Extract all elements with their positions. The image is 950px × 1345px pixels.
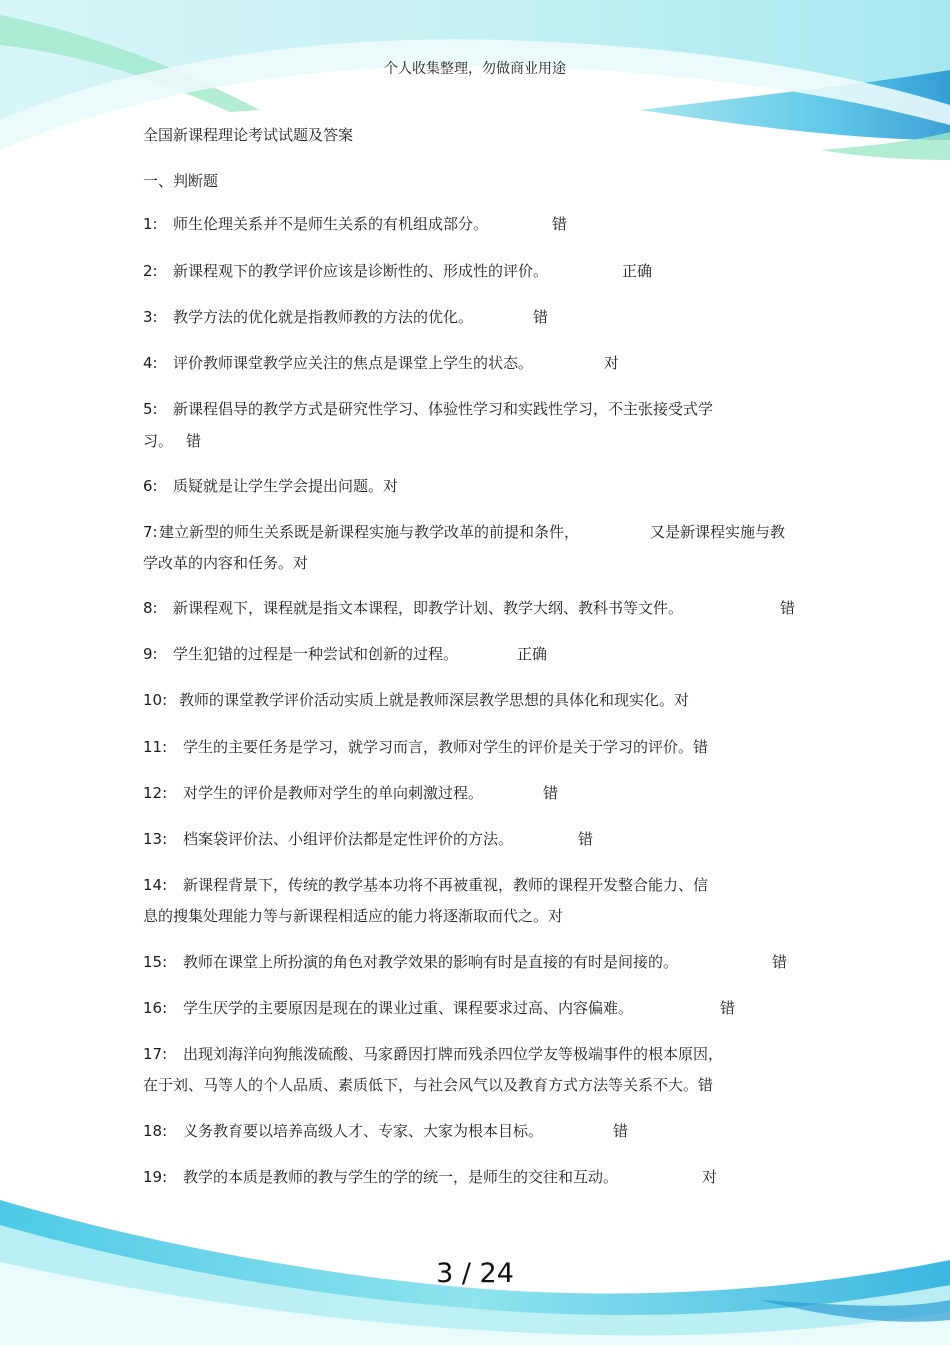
question-text: 师生伦理关系并不是师生关系的有机组成部分。 [173,215,489,233]
question-answer: 错 [552,215,568,233]
question-number: 4: [143,354,158,372]
question-text: 评价教师课堂教学应关注的焦点是课堂上学生的状态。 [173,354,534,372]
question-answer: 错 [613,1122,629,1140]
question-text: 新课程背景下，传统的教学基本功将不再被重视，教师的课程开发整合能力、信 [183,876,709,894]
question-answer: 正确 [622,262,653,280]
question-text: 质疑就是让学生学会提出问题。对 [173,477,399,495]
question-answer: 对 [702,1168,718,1186]
question-text: 教学的本质是教师的教与学生的学的统一，是师生的交往和互动。 [183,1168,619,1186]
question-number: 5: [143,400,158,418]
question-number: 1: [143,215,158,233]
question-answer: 错 [186,432,202,450]
question-text: 档案袋评价法、小组评价法都是定性评价的方法。 [183,830,514,848]
question-number: 6: [143,477,158,495]
question-text: 教学方法的优化就是指教师教的方法的优化。 [173,308,474,326]
document-title: 全国新课程理论考试试题及答案 [143,126,354,144]
question-text: 新课程倡导的教学方式是研究性学习、体验性学习和实践性学习，不主张接受式学 [173,400,714,418]
question-number: 18: [143,1122,168,1140]
question-text: 学生犯错的过程是一种尝试和创新的过程。 [173,645,459,663]
question-answer: 错 [578,830,594,848]
page-indicator: 3 / 24 [436,1258,514,1289]
question-answer: 错 [780,599,796,617]
question-text-continued: 习。 [143,432,174,450]
question-number: 15: [143,953,168,971]
question-text-continued: 学改革的内容和任务。对 [143,554,309,572]
question-number: 19: [143,1168,168,1186]
question-text: 新课程观下，课程就是指文本课程，即教学计划、教学大纲、教科书等文件。 [173,599,684,617]
question-number: 17: [143,1045,168,1063]
question-number: 9: [143,645,158,663]
question-text-continued: 在于刘、马等人的个人品质、素质低下，与社会风气以及教育方式方法等关系不大。错 [143,1076,714,1094]
question-answer: 错 [533,308,549,326]
question-text-tail: 又是新课程实施与教 [650,523,786,541]
question-answer: 对 [604,354,620,372]
section-heading: 一、判断题 [143,172,219,190]
question-number: 2: [143,262,158,280]
question-number: 13: [143,830,168,848]
question-number: 11: [143,738,168,756]
question-answer: 错 [543,784,559,802]
question-number: 3: [143,308,158,326]
question-number: 10: [143,691,168,709]
question-number: 16: [143,999,168,1017]
question-number: 14: [143,876,168,894]
question-answer: 正确 [517,645,548,663]
question-number: 7: [143,523,158,541]
question-text: 建立新型的师生关系既是新课程实施与教学改革的前提和条件， [159,523,580,541]
question-text: 出现刘海洋向狗熊泼硫酸、马家爵因打牌而残杀四位学友等极端事件的根本原因， [183,1045,724,1063]
question-text: 学生的主要任务是学习，就学习而言，教师对学生的评价是关于学习的评价。错 [183,738,709,756]
question-number: 12: [143,784,168,802]
question-text: 新课程观下的教学评价应该是诊断性的、形成性的评价。 [173,262,549,280]
question-text: 学生厌学的主要原因是现在的课业过重、课程要求过高、内容偏难。 [183,999,634,1017]
question-text: 义务教育要以培养高级人才、专家、大家为根本目标。 [183,1122,544,1140]
question-text: 对学生的评价是教师对学生的单向刺激过程。 [183,784,484,802]
question-answer: 错 [772,953,788,971]
question-answer: 错 [720,999,736,1017]
question-text-continued: 息的搜集处理能力等与新课程相适应的能力将逐渐取而代之。对 [143,907,564,925]
question-text: 教师在课堂上所扮演的角色对教学效果的影响有时是直接的有时是间接的。 [183,953,679,971]
header-note: 个人收集整理，勿做商业用途 [384,61,566,77]
question-number: 8: [143,599,158,617]
question-text: 教师的课堂教学评价活动实质上就是教师深层教学思想的具体化和现实化。对 [179,691,690,709]
